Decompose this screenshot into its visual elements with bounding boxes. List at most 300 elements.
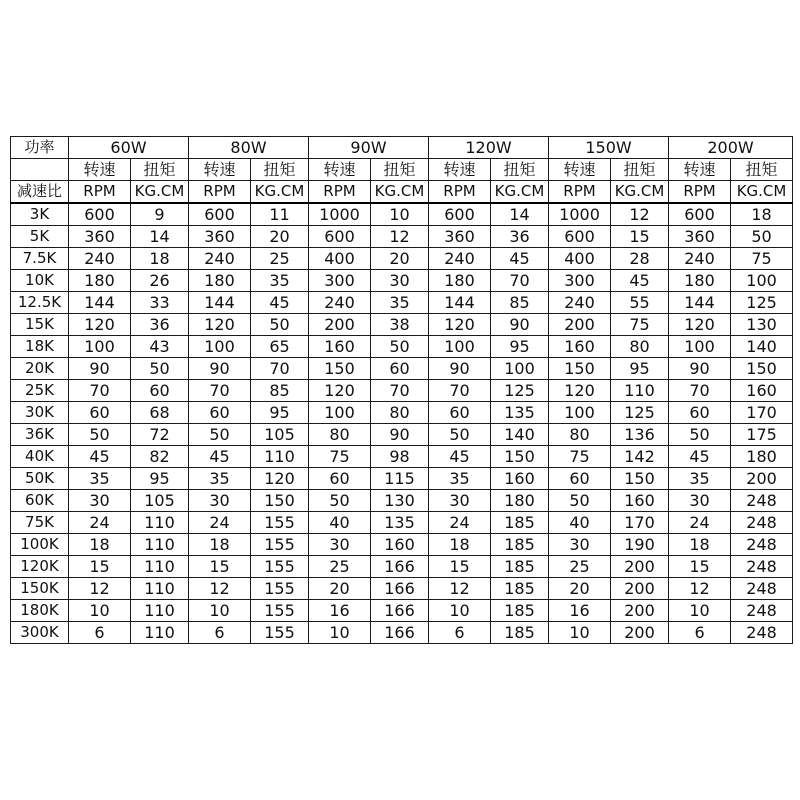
torque-cell: 130 (371, 490, 429, 512)
rpm-cell: 400 (309, 248, 371, 270)
table-row (11, 534, 793, 556)
rpm-cell: 144 (189, 292, 251, 314)
rpm-cell: 20 (549, 578, 611, 600)
torque-label: 扭矩 (131, 159, 189, 181)
rpm-cell: 18 (69, 534, 131, 556)
table-row (11, 578, 793, 600)
rpm-unit-label: RPM (309, 181, 371, 204)
rpm-cell: 180 (429, 270, 491, 292)
ratio-cell: 75K (11, 512, 69, 534)
rpm-cell: 45 (69, 446, 131, 468)
table-row (11, 248, 793, 270)
power-90w: 90W (309, 137, 429, 159)
torque-cell: 45 (491, 248, 549, 270)
rpm-cell: 600 (669, 203, 731, 226)
table-row (11, 556, 793, 578)
torque-cell: 105 (251, 424, 309, 446)
torque-cell: 120 (251, 468, 309, 490)
power-150w: 150W (549, 137, 669, 159)
torque-cell: 185 (491, 512, 549, 534)
rpm-cell: 20 (309, 578, 371, 600)
rpm-cell: 25 (309, 556, 371, 578)
torque-cell: 38 (371, 314, 429, 336)
rpm-cell: 45 (669, 446, 731, 468)
rpm-cell: 70 (429, 380, 491, 402)
rpm-unit-label: RPM (669, 181, 731, 204)
torque-cell: 170 (611, 512, 669, 534)
rpm-cell: 16 (549, 600, 611, 622)
rpm-cell: 30 (189, 490, 251, 512)
ratio-cell: 12.5K (11, 292, 69, 314)
rpm-cell: 10 (669, 600, 731, 622)
rpm-cell: 35 (69, 468, 131, 490)
rpm-cell: 100 (189, 336, 251, 358)
ratio-cell: 3K (11, 203, 69, 226)
torque-cell: 12 (611, 203, 669, 226)
power-200w: 200W (669, 137, 793, 159)
rpm-cell: 120 (69, 314, 131, 336)
table-row (11, 600, 793, 622)
torque-cell: 11 (251, 203, 309, 226)
rpm-cell: 90 (69, 358, 131, 380)
kgcm-unit-label: KG.CM (251, 181, 309, 204)
rpm-cell: 120 (549, 380, 611, 402)
unit-header-row (11, 181, 793, 204)
torque-cell: 115 (371, 468, 429, 490)
torque-label: 扭矩 (371, 159, 429, 181)
rpm-cell: 150 (549, 358, 611, 380)
power-120w: 120W (429, 137, 549, 159)
torque-cell: 170 (731, 402, 793, 424)
torque-cell: 85 (251, 380, 309, 402)
torque-cell: 155 (251, 512, 309, 534)
rpm-cell: 45 (429, 446, 491, 468)
rpm-cell: 10 (429, 600, 491, 622)
torque-cell: 155 (251, 600, 309, 622)
torque-cell: 60 (131, 380, 189, 402)
rpm-cell: 15 (429, 556, 491, 578)
rpm-cell: 15 (69, 556, 131, 578)
rpm-cell: 35 (669, 468, 731, 490)
ratio-cell: 120K (11, 556, 69, 578)
kgcm-unit-label: KG.CM (131, 181, 189, 204)
torque-cell: 200 (611, 556, 669, 578)
ratio-label: 减速比 (11, 181, 69, 204)
torque-cell: 68 (131, 402, 189, 424)
torque-cell: 36 (131, 314, 189, 336)
torque-cell: 200 (731, 468, 793, 490)
rpm-cell: 300 (309, 270, 371, 292)
rpm-cell: 180 (69, 270, 131, 292)
rpm-cell: 30 (669, 490, 731, 512)
rpm-unit-label: RPM (549, 181, 611, 204)
rpm-cell: 75 (549, 446, 611, 468)
rpm-cell: 160 (549, 336, 611, 358)
rpm-cell: 50 (669, 424, 731, 446)
torque-cell: 166 (371, 600, 429, 622)
power-header-row (11, 137, 793, 159)
torque-cell: 200 (611, 622, 669, 644)
rpm-cell: 1000 (309, 203, 371, 226)
torque-cell: 18 (731, 203, 793, 226)
torque-cell: 43 (131, 336, 189, 358)
torque-cell: 125 (731, 292, 793, 314)
rpm-unit-label: RPM (189, 181, 251, 204)
ratio-cell: 60K (11, 490, 69, 512)
torque-cell: 185 (491, 556, 549, 578)
torque-cell: 35 (371, 292, 429, 314)
table-row (11, 446, 793, 468)
power-60w: 60W (69, 137, 189, 159)
rpm-cell: 12 (429, 578, 491, 600)
torque-cell: 248 (731, 600, 793, 622)
rpm-cell: 600 (429, 203, 491, 226)
rpm-cell: 120 (669, 314, 731, 336)
rpm-cell: 18 (669, 534, 731, 556)
rpm-cell: 60 (669, 402, 731, 424)
table-row (11, 292, 793, 314)
rpm-cell: 12 (189, 578, 251, 600)
torque-cell: 110 (131, 600, 189, 622)
rpm-cell: 10 (189, 600, 251, 622)
torque-cell: 160 (611, 490, 669, 512)
rpm-cell: 75 (309, 446, 371, 468)
torque-cell: 90 (491, 314, 549, 336)
motor-spec-table (10, 136, 793, 644)
rpm-cell: 240 (669, 248, 731, 270)
rpm-cell: 600 (549, 226, 611, 248)
torque-cell: 95 (251, 402, 309, 424)
ratio-cell: 30K (11, 402, 69, 424)
ratio-cell: 18K (11, 336, 69, 358)
torque-cell: 26 (131, 270, 189, 292)
table-row (11, 270, 793, 292)
torque-cell: 110 (131, 622, 189, 644)
torque-cell: 105 (131, 490, 189, 512)
torque-cell: 98 (371, 446, 429, 468)
power-80w: 80W (189, 137, 309, 159)
torque-cell: 155 (251, 622, 309, 644)
torque-cell: 166 (371, 556, 429, 578)
torque-label: 扭矩 (251, 159, 309, 181)
rpm-cell: 24 (189, 512, 251, 534)
rpm-cell: 60 (429, 402, 491, 424)
torque-cell: 175 (731, 424, 793, 446)
torque-cell: 155 (251, 556, 309, 578)
torque-cell: 166 (371, 622, 429, 644)
torque-cell: 248 (731, 622, 793, 644)
table-row (11, 402, 793, 424)
torque-cell: 185 (491, 622, 549, 644)
ratio-cell: 20K (11, 358, 69, 380)
rpm-cell: 120 (189, 314, 251, 336)
rpm-cell: 70 (189, 380, 251, 402)
rpm-cell: 600 (69, 203, 131, 226)
torque-cell: 150 (611, 468, 669, 490)
rpm-cell: 144 (429, 292, 491, 314)
torque-cell: 50 (731, 226, 793, 248)
table-row (11, 490, 793, 512)
torque-cell: 95 (491, 336, 549, 358)
table-row (11, 226, 793, 248)
torque-cell: 9 (131, 203, 189, 226)
power-label: 功率 (11, 137, 69, 159)
speed-label: 转速 (69, 159, 131, 181)
torque-cell: 110 (131, 578, 189, 600)
rpm-cell: 70 (669, 380, 731, 402)
rpm-cell: 80 (549, 424, 611, 446)
table-row (11, 203, 793, 226)
torque-cell: 18 (131, 248, 189, 270)
rpm-cell: 200 (549, 314, 611, 336)
ratio-cell: 100K (11, 534, 69, 556)
rpm-cell: 45 (189, 446, 251, 468)
rpm-cell: 60 (189, 402, 251, 424)
torque-cell: 75 (731, 248, 793, 270)
torque-cell: 125 (611, 402, 669, 424)
torque-cell: 136 (611, 424, 669, 446)
torque-cell: 35 (251, 270, 309, 292)
rpm-cell: 30 (429, 490, 491, 512)
rpm-cell: 16 (309, 600, 371, 622)
ratio-cell: 10K (11, 270, 69, 292)
rpm-cell: 24 (69, 512, 131, 534)
torque-cell: 190 (611, 534, 669, 556)
torque-cell: 200 (611, 600, 669, 622)
speed-label: 转速 (549, 159, 611, 181)
rpm-cell: 120 (309, 380, 371, 402)
torque-cell: 200 (611, 578, 669, 600)
torque-cell: 185 (491, 534, 549, 556)
rpm-cell: 360 (189, 226, 251, 248)
torque-cell: 72 (131, 424, 189, 446)
table-row (11, 512, 793, 534)
torque-cell: 28 (611, 248, 669, 270)
rpm-cell: 18 (189, 534, 251, 556)
rpm-cell: 24 (429, 512, 491, 534)
rpm-cell: 50 (549, 490, 611, 512)
kgcm-unit-label: KG.CM (731, 181, 793, 204)
rpm-cell: 80 (309, 424, 371, 446)
rpm-cell: 90 (429, 358, 491, 380)
torque-cell: 70 (371, 380, 429, 402)
rpm-cell: 600 (189, 203, 251, 226)
rpm-cell: 10 (69, 600, 131, 622)
torque-cell: 70 (251, 358, 309, 380)
torque-cell: 25 (251, 248, 309, 270)
torque-cell: 36 (491, 226, 549, 248)
rpm-cell: 6 (429, 622, 491, 644)
rpm-cell: 18 (429, 534, 491, 556)
ratio-cell: 5K (11, 226, 69, 248)
torque-cell: 140 (731, 336, 793, 358)
torque-cell: 160 (371, 534, 429, 556)
torque-cell: 95 (131, 468, 189, 490)
kgcm-unit-label: KG.CM (371, 181, 429, 204)
torque-cell: 14 (131, 226, 189, 248)
ratio-cell: 25K (11, 380, 69, 402)
rpm-cell: 100 (549, 402, 611, 424)
torque-cell: 65 (251, 336, 309, 358)
measure-header-row (11, 159, 793, 181)
table-row (11, 336, 793, 358)
table-row (11, 424, 793, 446)
torque-cell: 142 (611, 446, 669, 468)
torque-cell: 110 (131, 534, 189, 556)
torque-cell: 248 (731, 556, 793, 578)
torque-cell: 166 (371, 578, 429, 600)
rpm-cell: 35 (189, 468, 251, 490)
rpm-cell: 150 (309, 358, 371, 380)
rpm-cell: 120 (429, 314, 491, 336)
torque-cell: 110 (131, 512, 189, 534)
kgcm-unit-label: KG.CM (491, 181, 549, 204)
rpm-cell: 30 (549, 534, 611, 556)
torque-cell: 160 (491, 468, 549, 490)
torque-cell: 185 (491, 600, 549, 622)
speed-label: 转速 (429, 159, 491, 181)
torque-cell: 150 (491, 446, 549, 468)
rpm-cell: 30 (309, 534, 371, 556)
rpm-cell: 240 (549, 292, 611, 314)
rpm-cell: 240 (309, 292, 371, 314)
torque-cell: 248 (731, 578, 793, 600)
rpm-cell: 12 (669, 578, 731, 600)
rpm-cell: 60 (309, 468, 371, 490)
rpm-cell: 100 (669, 336, 731, 358)
rpm-cell: 160 (309, 336, 371, 358)
torque-label: 扭矩 (611, 159, 669, 181)
torque-label: 扭矩 (491, 159, 549, 181)
torque-cell: 135 (371, 512, 429, 534)
torque-cell: 50 (251, 314, 309, 336)
table-row (11, 622, 793, 644)
ratio-cell: 7.5K (11, 248, 69, 270)
torque-cell: 20 (371, 248, 429, 270)
torque-cell: 160 (731, 380, 793, 402)
rpm-cell: 10 (549, 622, 611, 644)
rpm-cell: 50 (309, 490, 371, 512)
rpm-cell: 180 (669, 270, 731, 292)
torque-cell: 155 (251, 534, 309, 556)
torque-cell: 140 (491, 424, 549, 446)
rpm-cell: 90 (189, 358, 251, 380)
torque-cell: 15 (611, 226, 669, 248)
ratio-cell: 36K (11, 424, 69, 446)
rpm-cell: 15 (189, 556, 251, 578)
torque-cell: 60 (371, 358, 429, 380)
blank-header-cell (11, 159, 69, 181)
torque-cell: 180 (731, 446, 793, 468)
rpm-cell: 25 (549, 556, 611, 578)
torque-cell: 45 (611, 270, 669, 292)
torque-cell: 50 (371, 336, 429, 358)
rpm-cell: 12 (69, 578, 131, 600)
rpm-cell: 360 (429, 226, 491, 248)
rpm-cell: 30 (69, 490, 131, 512)
rpm-cell: 24 (669, 512, 731, 534)
torque-cell: 100 (731, 270, 793, 292)
rpm-cell: 240 (69, 248, 131, 270)
rpm-cell: 6 (669, 622, 731, 644)
rpm-cell: 35 (429, 468, 491, 490)
torque-cell: 80 (611, 336, 669, 358)
rpm-unit-label: RPM (429, 181, 491, 204)
rpm-cell: 6 (189, 622, 251, 644)
torque-cell: 125 (491, 380, 549, 402)
rpm-cell: 1000 (549, 203, 611, 226)
torque-cell: 75 (611, 314, 669, 336)
torque-cell: 150 (251, 490, 309, 512)
rpm-cell: 180 (189, 270, 251, 292)
torque-cell: 135 (491, 402, 549, 424)
torque-cell: 10 (371, 203, 429, 226)
torque-cell: 248 (731, 534, 793, 556)
torque-cell: 12 (371, 226, 429, 248)
torque-cell: 110 (611, 380, 669, 402)
torque-cell: 110 (131, 556, 189, 578)
torque-cell: 14 (491, 203, 549, 226)
rpm-cell: 50 (189, 424, 251, 446)
torque-cell: 95 (611, 358, 669, 380)
rpm-cell: 600 (309, 226, 371, 248)
rpm-cell: 240 (429, 248, 491, 270)
ratio-cell: 15K (11, 314, 69, 336)
speed-label: 转速 (309, 159, 371, 181)
torque-cell: 33 (131, 292, 189, 314)
table-row (11, 314, 793, 336)
rpm-cell: 240 (189, 248, 251, 270)
torque-cell: 50 (131, 358, 189, 380)
rpm-cell: 200 (309, 314, 371, 336)
torque-cell: 155 (251, 578, 309, 600)
ratio-cell: 300K (11, 622, 69, 644)
rpm-cell: 400 (549, 248, 611, 270)
torque-cell: 248 (731, 512, 793, 534)
rpm-cell: 100 (69, 336, 131, 358)
rpm-cell: 15 (669, 556, 731, 578)
torque-cell: 90 (371, 424, 429, 446)
rpm-cell: 40 (309, 512, 371, 534)
torque-cell: 82 (131, 446, 189, 468)
table-row (11, 358, 793, 380)
torque-cell: 150 (731, 358, 793, 380)
table-row (11, 380, 793, 402)
rpm-cell: 100 (309, 402, 371, 424)
rpm-cell: 360 (69, 226, 131, 248)
torque-cell: 85 (491, 292, 549, 314)
kgcm-unit-label: KG.CM (611, 181, 669, 204)
rpm-cell: 90 (669, 358, 731, 380)
torque-cell: 130 (731, 314, 793, 336)
rpm-cell: 50 (429, 424, 491, 446)
rpm-cell: 300 (549, 270, 611, 292)
ratio-cell: 50K (11, 468, 69, 490)
torque-cell: 248 (731, 490, 793, 512)
speed-label: 转速 (189, 159, 251, 181)
torque-cell: 45 (251, 292, 309, 314)
torque-cell: 70 (491, 270, 549, 292)
torque-label: 扭矩 (731, 159, 793, 181)
torque-cell: 110 (251, 446, 309, 468)
torque-cell: 20 (251, 226, 309, 248)
torque-cell: 180 (491, 490, 549, 512)
torque-cell: 30 (371, 270, 429, 292)
rpm-cell: 144 (669, 292, 731, 314)
table-row (11, 468, 793, 490)
rpm-cell: 50 (69, 424, 131, 446)
rpm-unit-label: RPM (69, 181, 131, 204)
